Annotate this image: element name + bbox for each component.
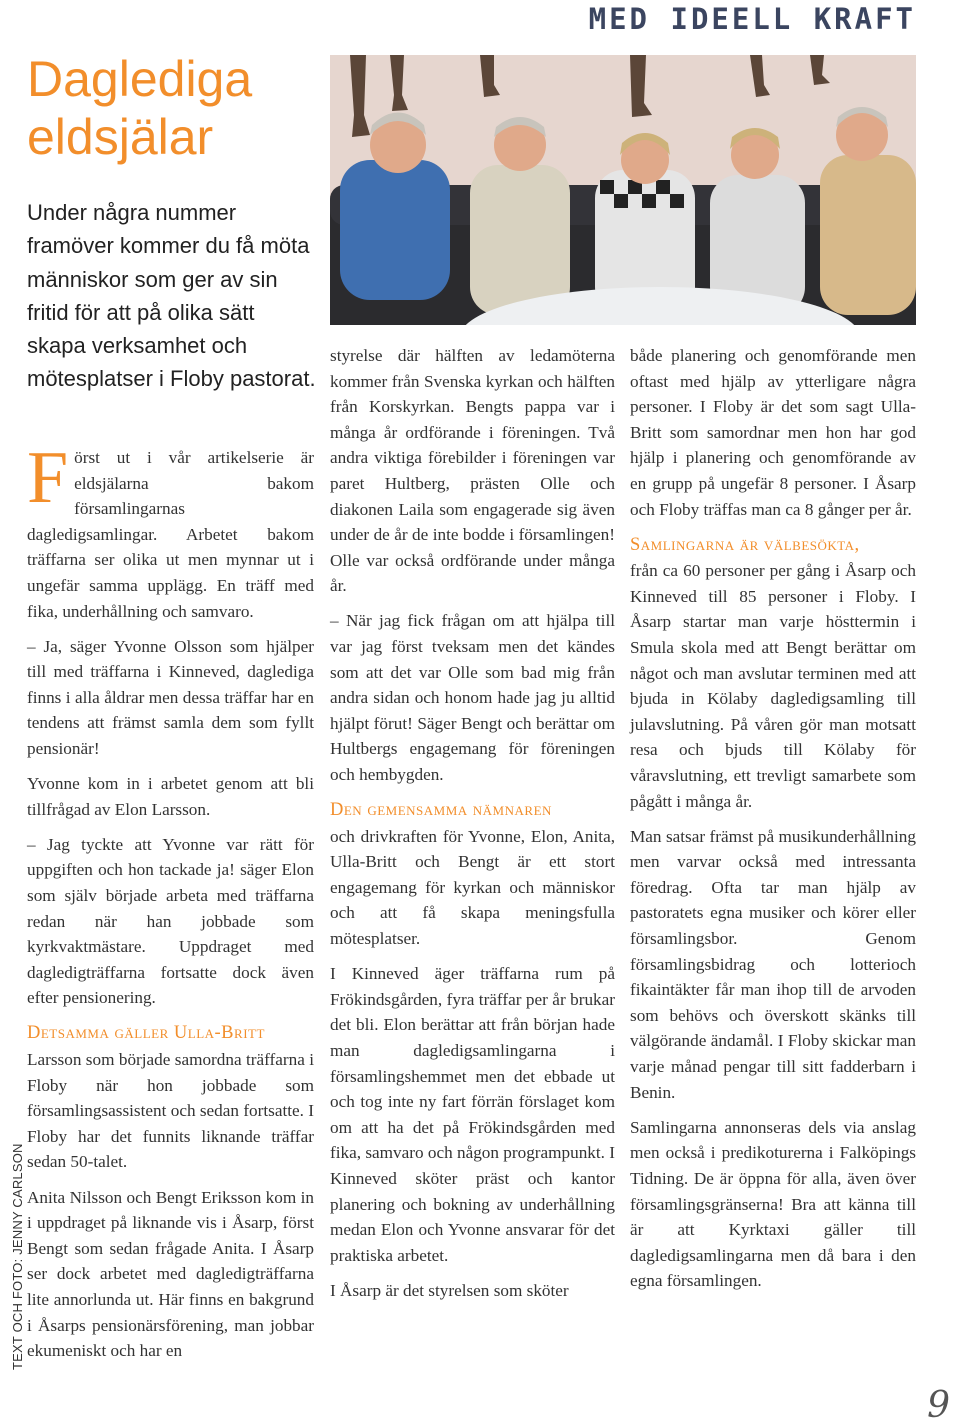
article-column-3 <box>630 343 916 1303</box>
col1-paragraph-4: – Jag tyckte att Yvonne var rätt för uppgiften och hon tackade ja! säger Elon som själv började arbeta med träffarna redan när han jobbade som kyrkvaktmästare. Uppdraget med dagledigträffarna fortsatte dock även efter pensionering. <box>27 834 314 1008</box>
col3-run-in-heading: Samlingarna är välbesökta, <box>630 534 860 555</box>
col3-paragraph-4: Samlingarna annonseras dels via anslag men också i predikoturerna i Falköpings Tidning. De är öppna för alla, även över församlingsgränserna! Bra att känna till är att Kyrktaxi gäller till dagledigsamlingarna men då bara i den egna församlingen. <box>630 1117 916 1291</box>
col1-paragraph-3: Yvonne kom in i arbetet genom att bli tillfrågad av Elon Larsson. <box>27 774 314 819</box>
page-number: 9 <box>927 1385 950 1425</box>
section-kicker: MED IDEELL KRAFT <box>588 2 916 36</box>
col2-paragraph-4: I Kinneved äger träffarna rum på Frökindsgården, fyra träffar per år brukar det bli. Elon berättar att från början hade man dagledigsamlingarna i församlingshemmet men det ebbade ut och tog inte ny fart förrän förslaget kom om att ha det på Frökindsgården med fika, samvaro och någon programpunkt. I Kinneved sköter präst och kantor planering och bokning av underhållning medan Elon och Yvonne ansvarar för det praktiska arbetet. <box>330 964 615 1265</box>
col2-paragraph-5: I Åsarp är det styrelsen som sköter <box>330 1280 569 1300</box>
col2-paragraph-1: styrelse där hälften av ledamöterna kommer från Svenska kyrkan och hälften från Korskyrkan. Bengts pappa var i många år ordförande i föreningen. Två andra viktiga förebilder i föreningen var paret Hultberg, prästen Olle och diakonen Laila som engagerade sig även under de år de inte bodde i församlingen! Olle var också ordförande under många år. <box>330 346 615 596</box>
col1-paragraph-5 <box>27 1020 314 1175</box>
col2-paragraph-2: – När jag fick frågan om att hjälpa till var jag först tveksam men det kändes som att det var Olle som bad mig från andra sidan och honom hade jag ju alltid hjälpt förut! Säger Bengt och berättar om Hultbergs engagemang för föreningen och hembygden. <box>330 611 615 784</box>
title-line-1: Dagledigа <box>27 51 253 107</box>
col3-paragraph-3: Man satsar främst på musikunderhållning men varvar också med intressanta föredrag. Ofta tar man hjälp av pastoratets egna musiker och körer eller församlingsbor. Genom församlingsbidrag och lotterioch fikaintäkter får man ihop till de arvoden som behövs och överskott skänks till välgörande ändamål. I Floby skickar man varje månad pengar till sitt fadderbarn i Benin. <box>630 826 916 1102</box>
article-column-2 <box>330 343 615 1313</box>
group-photo <box>330 55 916 325</box>
col2-paragraph-3-text: och drivkraften för Yvonne, Elon, Anita, Ulla-Britt och Bengt är ett stort engagemang för kyrkan och människor och att få skapa meningsfulla mötesplatser. <box>330 826 615 949</box>
col2-run-in-heading: Den gemensamma nämnaren <box>330 800 552 821</box>
col1-run-in-heading: Detsamma gäller Ulla-Britt <box>27 1023 265 1044</box>
article-title <box>27 50 327 166</box>
col1-paragraph-1-text: örst ut i vår artikelserie är eldsjälarna bakom församlingarnas dagledigsamlingar. Arbetet bakom träffarna ser olika ut men mynnar ut i ungefär samma upplägg. En träff med fika, underhållning och samvaro. <box>27 448 314 621</box>
col3-paragraph-2-text: från ca 60 personer per gång i Åsarp och Kinneved till 85 personer i Floby. I Åsarp startar man varje hösttermin i Smula skola med att Bengt berättar om något och man avslutar terminen med att bjuda in Kölaby dagledigsamling till julavslutning. På våren gör man motsatt resa och bjuds till Kölaby för våravslutning, ett trevligt samarbete som pågått i många år. <box>630 561 916 811</box>
title-line-2: eldsjälar <box>27 109 214 165</box>
article-intro: Under några nummer framöver kommer du få möta människor som ger av sin fritid för att på olika sätt skapa verksamhet och mötesplatser i Floby pastorat. <box>27 200 316 392</box>
col3-paragraph-1: både planering och genomförande men oftast med hjälp av ytterligare några personer. I Floby är det som sagt Ulla-Britt som samordnar men hon har god hjälp i planering och genomförande av en grupp på ungefär 8 personer. I Åsarp och Floby träffas man ca 8 gånger per år. <box>630 346 916 519</box>
col1-paragraph-6: Anita Nilsson och Bengt Eriksson kom in i uppdraget på liknande vis i Åsarp, först Bengt som sedan frågade Anita. I Åsarp ser dock arbetet med dagledigträffarna lite annorlunda ut. Här finns en bakgrund i Åsarps pensionärsförening, man jobbar ekumeniskt och har en <box>27 1187 314 1361</box>
col2-paragraph-3 <box>330 797 615 952</box>
group-photo-illustration <box>330 55 916 325</box>
col1-paragraph-2: – Ja, säger Yvonne Olsson som hjälper till med träffarna i Kinneved, dagledigа finns i alla åldrar men dessa träffar har en tendens att främst samla dem som fyllt pensionär! <box>27 636 314 759</box>
col1-paragraph-1 <box>27 437 314 624</box>
col3-paragraph-2 <box>630 532 916 815</box>
drop-cap: F <box>27 437 69 519</box>
col1-paragraph-5-text: Larsson som började samordna träffarna i Floby när hon jobbade som församlingsassistent och sedan fortsatte. I Floby har det funnits liknande träffar sedan 50-talet. <box>27 1050 314 1172</box>
article-column-1 <box>27 437 314 1373</box>
photo-byline: TEXT OCH FOTO: JENNY CARLSON <box>10 1143 25 1370</box>
